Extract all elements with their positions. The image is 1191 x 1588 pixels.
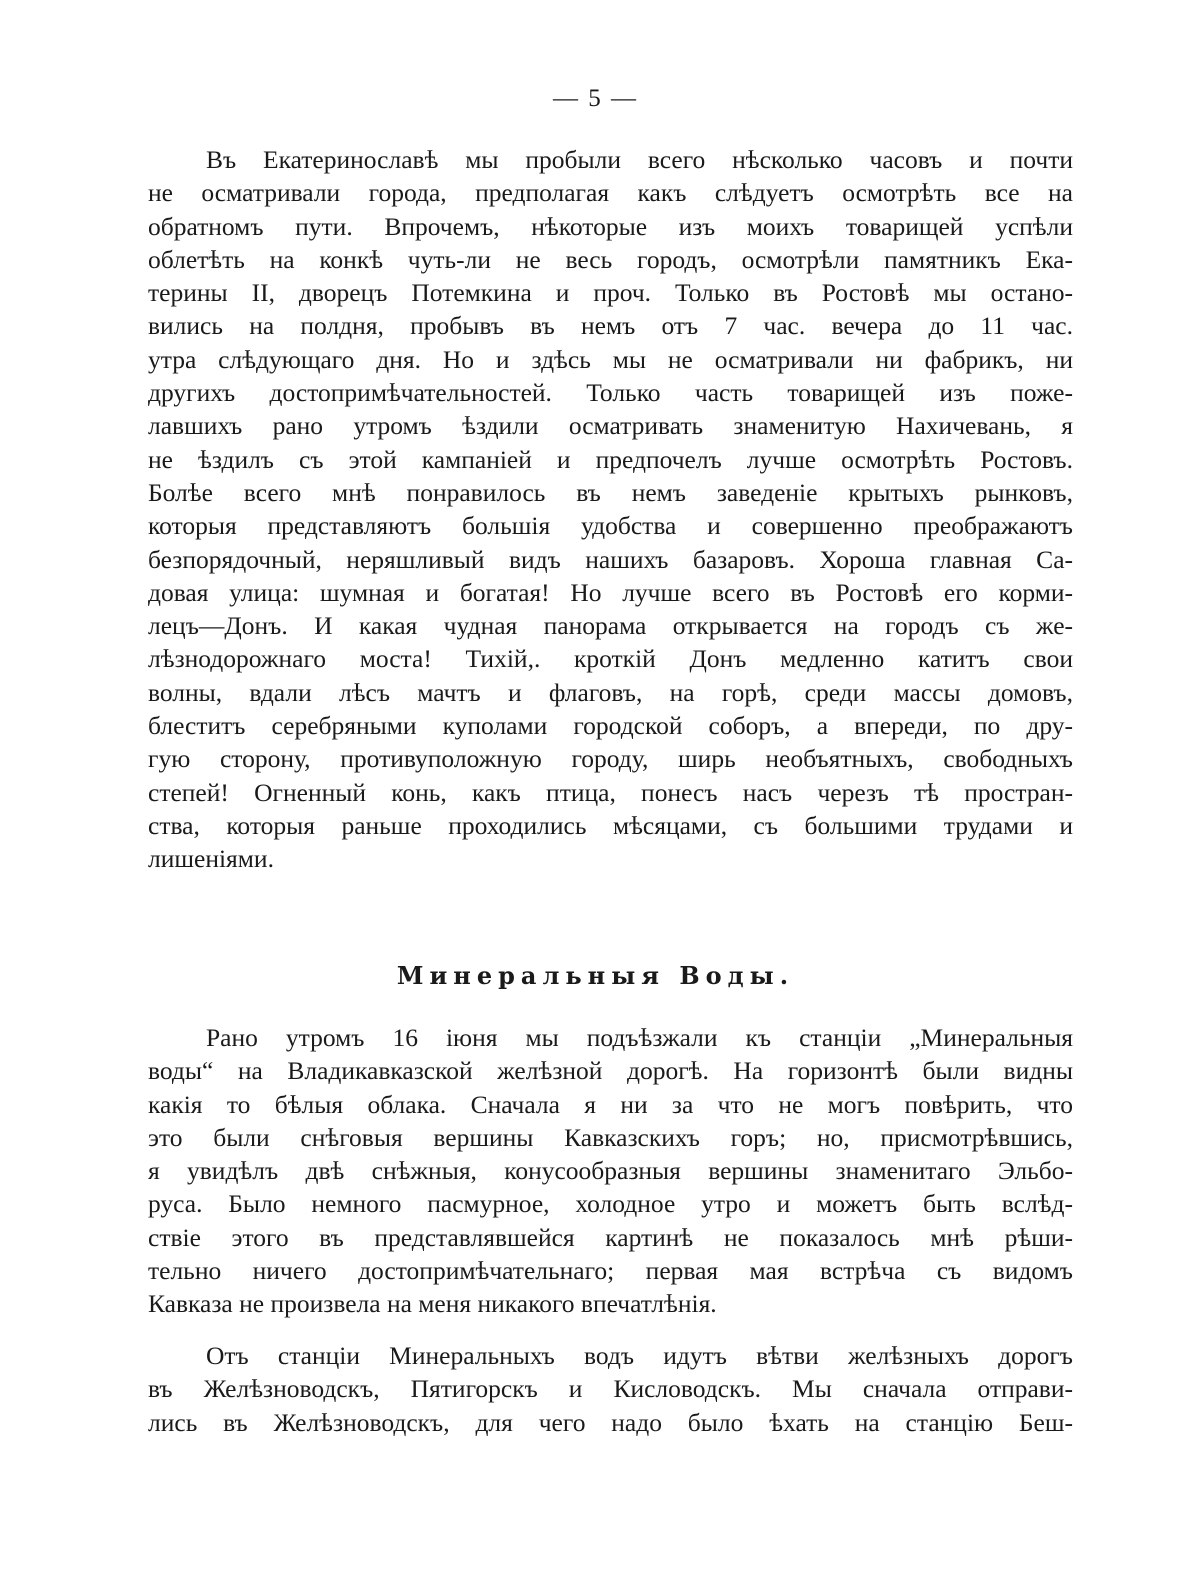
text-line: степей! Огненный конь, какъ птица, понесъ насъ черезъ тѣ простран- bbox=[148, 777, 1073, 807]
paragraph-mineral-waters bbox=[148, 1021, 1073, 1321]
text-line: лѣзнодорожнаго моста! Тихій,. кроткій Донъ медленно катитъ свои bbox=[148, 644, 1073, 674]
text-line: Отъ станціи Минеральныхъ водъ идутъ вѣтви желѣзныхъ дорогъ bbox=[206, 1341, 1073, 1370]
page-number: — 5 — bbox=[553, 85, 638, 112]
text-line: которыя представляютъ большія удобства и совершенно преображаютъ bbox=[148, 511, 1073, 541]
text-line: вились на полдня, пробывъ въ немъ отъ 7 час. вечера до 11 час. bbox=[148, 311, 1073, 341]
text-line: это были снѣговыя вершины Кавказскихъ горъ; но, присмотрѣвшись, bbox=[148, 1122, 1073, 1152]
section-heading: Минеральныя Воды. bbox=[396, 961, 795, 990]
text-line: лись въ Желѣзноводскъ, для чего надо было ѣхать на станцію Беш- bbox=[148, 1407, 1073, 1437]
paragraph-ekaterinoslav bbox=[148, 143, 1073, 876]
text-line: утра слѣдующаго дня. Но и здѣсь мы не осматривали ни фабрикъ, ни bbox=[148, 344, 1073, 374]
text-line: въ Желѣзноводскъ, Пятигорскъ и Кисловодскъ. Мы сначала отправи- bbox=[148, 1374, 1073, 1404]
text-line: какія то бѣлыя облака. Сначала я ни за что не могъ повѣрить, что bbox=[148, 1089, 1073, 1119]
text-line: не осматривали города, предполагая какъ слѣдуетъ осмотрѣть все на bbox=[148, 178, 1073, 208]
text-line: лецъ—Донъ. И какая чудная панорама открывается на городъ съ же- bbox=[148, 611, 1073, 641]
text-line: ства, которыя раньше проходились мѣсяцами, съ большими трудами и bbox=[148, 810, 1073, 840]
text-line: Рано утромъ 16 іюня мы подъѣзжали къ станціи „Минеральныя bbox=[206, 1023, 1073, 1052]
text-line: волны, вдали лѣсъ мачтъ и флаговъ, на горѣ, среди массы домовъ, bbox=[148, 677, 1073, 707]
text-line: облетѣть на конкѣ чуть-ли не весь городъ, осмотрѣли памятникъ Ека- bbox=[148, 244, 1073, 274]
text-line: Кавказа не произвела на меня никакого впечатлѣнія. bbox=[148, 1289, 717, 1319]
text-line: блеститъ серебряными куполами городской соборъ, а впереди, по дру- bbox=[148, 711, 1073, 741]
text-line: Въ Екатеринославѣ мы пробыли всего нѣсколько часовъ и почти bbox=[206, 145, 1073, 174]
text-line: я увидѣлъ двѣ снѣжныя, конусообразныя вершины знаменитаго Эльбо- bbox=[148, 1156, 1073, 1186]
text-line: Болѣе всего мнѣ понравилось въ немъ заведеніе крытыхъ рынковъ, bbox=[148, 477, 1073, 507]
text-line: гую сторону, противуположную городу, ширь необъятныхъ, свободныхъ bbox=[148, 744, 1073, 774]
text-line: руса. Было немного пасмурное, холодное утро и можетъ быть вслѣд- bbox=[148, 1189, 1073, 1219]
text-line: терины II, дворецъ Потемкина и проч. Только въ Ростовѣ мы остано- bbox=[148, 278, 1073, 308]
paragraph-railway-branches bbox=[148, 1339, 1073, 1439]
text-line: ствіе этого въ представлявшейся картинѣ не показалось мнѣ рѣши- bbox=[148, 1222, 1073, 1252]
text-line: воды“ на Владикавказской желѣзной дорогѣ. На горизонтѣ были видны bbox=[148, 1056, 1073, 1086]
text-line: другихъ достопримѣчательностей. Только часть товарищей изъ поже- bbox=[148, 378, 1073, 408]
text-line: лишеніями. bbox=[148, 844, 274, 874]
text-line: тельно ничего достопримѣчательнаго; первая мая встрѣча съ видомъ bbox=[148, 1256, 1073, 1286]
text-line: безпорядочный, неряшливый видъ нашихъ базаровъ. Хороша главная Са- bbox=[148, 544, 1073, 574]
text-line: обратномъ пути. Впрочемъ, нѣкоторые изъ моихъ товарищей успѣли bbox=[148, 211, 1073, 241]
text-line: довая улица: шумная и богатая! Но лучше всего въ Ростовѣ его корми- bbox=[148, 577, 1073, 607]
text-line: не ѣздилъ съ этой кампаніей и предпочелъ лучше осмотрѣть Ростовъ. bbox=[148, 444, 1073, 474]
text-line: лавшихъ рано утромъ ѣздили осматривать знаменитую Нахичевань, я bbox=[148, 411, 1073, 441]
